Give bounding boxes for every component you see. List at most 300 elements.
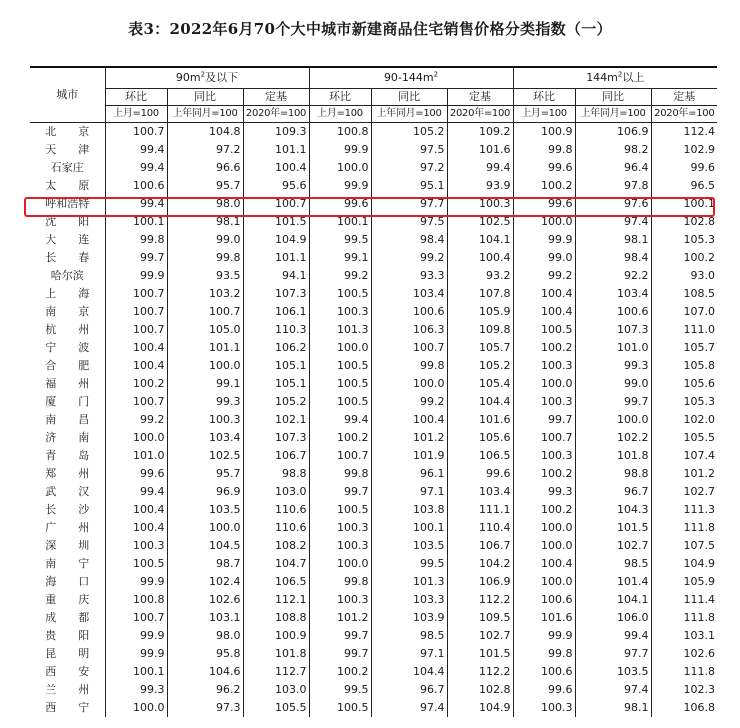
value-cell: 105.0 xyxy=(167,321,243,339)
value-cell: 96.6 xyxy=(167,159,243,177)
value-cell: 99.0 xyxy=(513,249,575,267)
value-cell: 105.9 xyxy=(651,573,717,591)
value-cell: 97.4 xyxy=(575,681,651,699)
metric-header: 同比 xyxy=(575,89,651,106)
value-cell: 100.3 xyxy=(105,537,167,555)
value-cell: 99.2 xyxy=(309,267,371,285)
value-cell: 99.2 xyxy=(371,249,447,267)
value-cell: 103.5 xyxy=(371,537,447,555)
value-cell: 101.6 xyxy=(513,609,575,627)
value-cell: 111.8 xyxy=(651,519,717,537)
table-row xyxy=(30,339,717,357)
value-cell: 99.9 xyxy=(513,231,575,249)
city-cell: 合 肥 xyxy=(30,357,105,375)
value-cell: 100.3 xyxy=(167,411,243,429)
value-cell: 99.8 xyxy=(371,357,447,375)
city-cell: 南 昌 xyxy=(30,411,105,429)
base-header: 上年同月=100 xyxy=(167,106,243,123)
value-cell: 100.5 xyxy=(309,501,371,519)
value-cell: 99.9 xyxy=(105,573,167,591)
value-cell: 102.5 xyxy=(167,447,243,465)
value-cell: 102.6 xyxy=(651,645,717,663)
value-cell: 100.8 xyxy=(309,123,371,142)
city-cell: 长 春 xyxy=(30,249,105,267)
value-cell: 101.6 xyxy=(447,141,513,159)
value-cell: 100.7 xyxy=(309,447,371,465)
value-cell: 100.1 xyxy=(105,663,167,681)
metric-header: 环比 xyxy=(309,89,371,106)
value-cell: 93.3 xyxy=(371,267,447,285)
value-cell: 101.3 xyxy=(371,573,447,591)
base-header: 2020年=100 xyxy=(243,106,309,123)
value-cell: 97.4 xyxy=(575,213,651,231)
value-cell: 107.0 xyxy=(651,303,717,321)
value-cell: 100.9 xyxy=(513,123,575,142)
value-cell: 100.0 xyxy=(167,357,243,375)
value-cell: 106.2 xyxy=(243,339,309,357)
value-cell: 99.6 xyxy=(105,465,167,483)
value-cell: 99.9 xyxy=(105,267,167,285)
value-cell: 108.5 xyxy=(651,285,717,303)
value-cell: 99.4 xyxy=(105,483,167,501)
value-cell: 101.8 xyxy=(243,645,309,663)
value-cell: 93.0 xyxy=(651,267,717,285)
value-cell: 112.1 xyxy=(243,591,309,609)
value-cell: 104.1 xyxy=(447,231,513,249)
value-cell: 110.6 xyxy=(243,501,309,519)
value-cell: 100.7 xyxy=(371,339,447,357)
price-index-table xyxy=(30,66,717,717)
value-cell: 103.0 xyxy=(243,681,309,699)
value-cell: 100.3 xyxy=(513,357,575,375)
value-cell: 99.7 xyxy=(309,645,371,663)
value-cell: 97.8 xyxy=(575,177,651,195)
value-cell: 99.4 xyxy=(575,627,651,645)
table-row xyxy=(30,519,717,537)
city-cell: 太 原 xyxy=(30,177,105,195)
city-cell: 兰 州 xyxy=(30,681,105,699)
city-cell: 厦 门 xyxy=(30,393,105,411)
value-cell: 99.2 xyxy=(513,267,575,285)
value-cell: 100.2 xyxy=(513,465,575,483)
value-cell: 99.5 xyxy=(371,555,447,573)
table-row xyxy=(30,501,717,519)
value-cell: 96.9 xyxy=(167,483,243,501)
table-row xyxy=(30,267,717,285)
value-cell: 107.5 xyxy=(651,537,717,555)
value-cell: 111.1 xyxy=(447,501,513,519)
base-header: 上月=100 xyxy=(309,106,371,123)
value-cell: 106.3 xyxy=(371,321,447,339)
table-title: 表3：2022年6月70个大中城市新建商品住宅销售价格分类指数（一） xyxy=(128,20,612,38)
value-cell: 102.9 xyxy=(651,141,717,159)
table-row xyxy=(30,249,717,267)
city-cell: 福 州 xyxy=(30,375,105,393)
value-cell: 99.2 xyxy=(371,393,447,411)
value-cell: 100.0 xyxy=(513,213,575,231)
value-cell: 107.3 xyxy=(243,429,309,447)
value-cell: 111.4 xyxy=(651,591,717,609)
value-cell: 102.5 xyxy=(447,213,513,231)
value-cell: 106.7 xyxy=(243,447,309,465)
value-cell: 104.6 xyxy=(167,663,243,681)
value-cell: 102.3 xyxy=(651,681,717,699)
table-row xyxy=(30,393,717,411)
table-header xyxy=(30,67,717,123)
value-cell: 100.7 xyxy=(105,393,167,411)
value-cell: 109.8 xyxy=(447,321,513,339)
value-cell: 94.1 xyxy=(243,267,309,285)
value-cell: 104.9 xyxy=(651,555,717,573)
table-row xyxy=(30,357,717,375)
value-cell: 100.4 xyxy=(513,555,575,573)
value-cell: 100.4 xyxy=(105,519,167,537)
value-cell: 104.9 xyxy=(243,231,309,249)
value-cell: 103.5 xyxy=(167,501,243,519)
city-cell: 西 宁 xyxy=(30,699,105,717)
base-header: 上年同月=100 xyxy=(575,106,651,123)
value-cell: 97.5 xyxy=(371,141,447,159)
value-cell: 99.3 xyxy=(513,483,575,501)
value-cell: 99.4 xyxy=(105,141,167,159)
value-cell: 101.0 xyxy=(105,447,167,465)
city-cell: 贵 阳 xyxy=(30,627,105,645)
value-cell: 100.5 xyxy=(309,375,371,393)
value-cell: 96.1 xyxy=(371,465,447,483)
value-cell: 101.5 xyxy=(575,519,651,537)
city-cell: 沈 阳 xyxy=(30,213,105,231)
value-cell: 101.0 xyxy=(575,339,651,357)
value-cell: 97.7 xyxy=(575,645,651,663)
value-cell: 109.5 xyxy=(447,609,513,627)
value-cell: 100.3 xyxy=(309,303,371,321)
value-cell: 106.9 xyxy=(575,123,651,142)
value-cell: 100.5 xyxy=(105,555,167,573)
value-cell: 99.6 xyxy=(651,159,717,177)
value-cell: 93.9 xyxy=(447,177,513,195)
metric-header-row xyxy=(30,89,717,106)
value-cell: 100.4 xyxy=(513,303,575,321)
value-cell: 100.6 xyxy=(105,177,167,195)
value-cell: 100.2 xyxy=(513,339,575,357)
value-cell: 100.2 xyxy=(651,249,717,267)
value-cell: 99.6 xyxy=(513,159,575,177)
table-row xyxy=(30,141,717,159)
value-cell: 97.5 xyxy=(371,213,447,231)
base-header: 上月=100 xyxy=(105,106,167,123)
value-cell: 105.2 xyxy=(243,393,309,411)
value-cell: 107.3 xyxy=(243,285,309,303)
value-cell: 106.7 xyxy=(447,537,513,555)
value-cell: 98.5 xyxy=(371,627,447,645)
value-cell: 105.2 xyxy=(371,123,447,142)
value-cell: 96.7 xyxy=(371,681,447,699)
table-row xyxy=(30,231,717,249)
value-cell: 99.3 xyxy=(105,681,167,699)
value-cell: 104.5 xyxy=(167,537,243,555)
table-row xyxy=(30,321,717,339)
value-cell: 105.4 xyxy=(447,375,513,393)
value-cell: 108.8 xyxy=(243,609,309,627)
value-cell: 99.7 xyxy=(309,483,371,501)
value-cell: 103.4 xyxy=(575,285,651,303)
base-header-row xyxy=(30,106,717,123)
value-cell: 102.1 xyxy=(243,411,309,429)
table-row xyxy=(30,465,717,483)
value-cell: 100.0 xyxy=(105,699,167,717)
value-cell: 100.3 xyxy=(513,699,575,717)
table-row xyxy=(30,177,717,195)
metric-header: 同比 xyxy=(371,89,447,106)
metric-header: 定基 xyxy=(243,89,309,106)
value-cell: 112.2 xyxy=(447,663,513,681)
value-cell: 102.7 xyxy=(575,537,651,555)
value-cell: 100.2 xyxy=(513,177,575,195)
table-row xyxy=(30,699,717,717)
value-cell: 100.0 xyxy=(309,555,371,573)
table-row xyxy=(30,285,717,303)
value-cell: 100.1 xyxy=(105,213,167,231)
value-cell: 100.4 xyxy=(105,339,167,357)
table-row xyxy=(30,591,717,609)
value-cell: 112.4 xyxy=(651,123,717,142)
value-cell: 101.1 xyxy=(243,141,309,159)
table-row xyxy=(30,375,717,393)
base-header: 上月=100 xyxy=(513,106,575,123)
city-cell: 石家庄 xyxy=(30,159,105,177)
value-cell: 100.3 xyxy=(309,591,371,609)
value-cell: 97.2 xyxy=(371,159,447,177)
value-cell: 106.9 xyxy=(447,573,513,591)
value-cell: 101.5 xyxy=(447,645,513,663)
value-cell: 102.8 xyxy=(651,213,717,231)
city-cell: 广 州 xyxy=(30,519,105,537)
table-row xyxy=(30,627,717,645)
value-cell: 105.6 xyxy=(447,429,513,447)
value-cell: 97.3 xyxy=(167,699,243,717)
value-cell: 99.7 xyxy=(575,393,651,411)
table-row xyxy=(30,411,717,429)
city-cell: 哈尔滨 xyxy=(30,267,105,285)
value-cell: 102.2 xyxy=(575,429,651,447)
value-cell: 100.0 xyxy=(513,375,575,393)
value-cell: 104.8 xyxy=(167,123,243,142)
value-cell: 100.4 xyxy=(513,285,575,303)
value-cell: 101.2 xyxy=(371,429,447,447)
value-cell: 100.5 xyxy=(309,285,371,303)
value-cell: 98.0 xyxy=(167,195,243,213)
value-cell: 100.0 xyxy=(513,537,575,555)
table-row xyxy=(30,663,717,681)
table-row xyxy=(30,429,717,447)
value-cell: 110.3 xyxy=(243,321,309,339)
metric-header: 环比 xyxy=(513,89,575,106)
metric-header: 环比 xyxy=(105,89,167,106)
value-cell: 100.5 xyxy=(309,357,371,375)
value-cell: 105.5 xyxy=(243,699,309,717)
value-cell: 99.9 xyxy=(105,627,167,645)
table-row xyxy=(30,447,717,465)
group-header-small: $90m^2$及以下 xyxy=(105,67,309,89)
value-cell: 100.7 xyxy=(167,303,243,321)
city-cell: 深 圳 xyxy=(30,537,105,555)
value-cell: 99.4 xyxy=(105,159,167,177)
value-cell: 99.0 xyxy=(167,231,243,249)
value-cell: 100.3 xyxy=(447,195,513,213)
value-cell: 100.3 xyxy=(513,393,575,411)
value-cell: 100.4 xyxy=(243,159,309,177)
value-cell: 103.4 xyxy=(167,429,243,447)
value-cell: 100.6 xyxy=(513,663,575,681)
value-cell: 112.2 xyxy=(447,591,513,609)
value-cell: 100.0 xyxy=(309,339,371,357)
value-cell: 103.4 xyxy=(447,483,513,501)
value-cell: 99.0 xyxy=(575,375,651,393)
value-cell: 99.6 xyxy=(447,465,513,483)
metric-header: 同比 xyxy=(167,89,243,106)
value-cell: 100.0 xyxy=(575,411,651,429)
value-cell: 100.2 xyxy=(309,663,371,681)
value-cell: 95.6 xyxy=(243,177,309,195)
value-cell: 111.8 xyxy=(651,609,717,627)
value-cell: 107.8 xyxy=(447,285,513,303)
value-cell: 105.9 xyxy=(447,303,513,321)
value-cell: 105.3 xyxy=(651,393,717,411)
value-cell: 100.5 xyxy=(309,699,371,717)
city-cell: 上 海 xyxy=(30,285,105,303)
value-cell: 99.9 xyxy=(513,627,575,645)
value-cell: 99.2 xyxy=(105,411,167,429)
table-row xyxy=(30,645,717,663)
value-cell: 106.1 xyxy=(243,303,309,321)
value-cell: 96.4 xyxy=(575,159,651,177)
city-cell: 重 庆 xyxy=(30,591,105,609)
table-body xyxy=(30,123,717,718)
value-cell: 98.8 xyxy=(243,465,309,483)
value-cell: 99.1 xyxy=(309,249,371,267)
value-cell: 103.2 xyxy=(167,285,243,303)
value-cell: 100.1 xyxy=(371,519,447,537)
value-cell: 103.9 xyxy=(371,609,447,627)
value-cell: 99.8 xyxy=(513,141,575,159)
value-cell: 101.2 xyxy=(309,609,371,627)
value-cell: 99.6 xyxy=(309,195,371,213)
table-row xyxy=(30,537,717,555)
value-cell: 100.7 xyxy=(105,123,167,142)
city-cell: 郑 州 xyxy=(30,465,105,483)
value-cell: 100.0 xyxy=(513,519,575,537)
value-cell: 101.6 xyxy=(447,411,513,429)
city-cell: 西 安 xyxy=(30,663,105,681)
city-cell: 宁 波 xyxy=(30,339,105,357)
value-cell: 109.2 xyxy=(447,123,513,142)
value-cell: 105.2 xyxy=(447,357,513,375)
city-cell: 呼和浩特 xyxy=(30,195,105,213)
city-cell: 昆 明 xyxy=(30,645,105,663)
value-cell: 105.5 xyxy=(651,429,717,447)
value-cell: 104.1 xyxy=(575,591,651,609)
value-cell: 96.7 xyxy=(575,483,651,501)
value-cell: 98.5 xyxy=(575,555,651,573)
value-cell: 98.1 xyxy=(575,231,651,249)
value-cell: 104.7 xyxy=(243,555,309,573)
metric-header: 定基 xyxy=(651,89,717,106)
value-cell: 102.8 xyxy=(447,681,513,699)
value-cell: 105.3 xyxy=(651,231,717,249)
value-cell: 99.1 xyxy=(167,375,243,393)
value-cell: 111.3 xyxy=(651,501,717,519)
value-cell: 110.6 xyxy=(243,519,309,537)
value-cell: 92.2 xyxy=(575,267,651,285)
value-cell: 98.8 xyxy=(575,465,651,483)
city-cell: 大 连 xyxy=(30,231,105,249)
group-header-large: $144m^2$以上 xyxy=(513,67,717,89)
value-cell: 100.3 xyxy=(513,447,575,465)
value-cell: 99.5 xyxy=(309,231,371,249)
value-cell: 100.2 xyxy=(513,501,575,519)
value-cell: 100.3 xyxy=(309,519,371,537)
value-cell: 99.8 xyxy=(309,465,371,483)
value-cell: 103.5 xyxy=(575,663,651,681)
city-cell: 天 津 xyxy=(30,141,105,159)
value-cell: 99.7 xyxy=(513,411,575,429)
value-cell: 98.2 xyxy=(575,141,651,159)
city-cell: 南 宁 xyxy=(30,555,105,573)
value-cell: 103.8 xyxy=(371,501,447,519)
value-cell: 100.0 xyxy=(167,519,243,537)
city-cell: 南 京 xyxy=(30,303,105,321)
table-row xyxy=(30,195,717,213)
value-cell: 97.7 xyxy=(371,195,447,213)
value-cell: 100.4 xyxy=(371,411,447,429)
value-cell: 105.7 xyxy=(651,339,717,357)
value-cell: 102.4 xyxy=(167,573,243,591)
value-cell: 97.4 xyxy=(371,699,447,717)
value-cell: 100.9 xyxy=(243,627,309,645)
city-cell: 济 南 xyxy=(30,429,105,447)
value-cell: 96.2 xyxy=(167,681,243,699)
value-cell: 102.6 xyxy=(167,591,243,609)
value-cell: 100.1 xyxy=(651,195,717,213)
value-cell: 100.6 xyxy=(575,303,651,321)
value-cell: 95.8 xyxy=(167,645,243,663)
value-cell: 95.7 xyxy=(167,177,243,195)
value-cell: 100.5 xyxy=(513,321,575,339)
value-cell: 97.1 xyxy=(371,483,447,501)
value-cell: 105.1 xyxy=(243,357,309,375)
value-cell: 99.8 xyxy=(167,249,243,267)
table-row xyxy=(30,159,717,177)
value-cell: 101.8 xyxy=(575,447,651,465)
value-cell: 99.9 xyxy=(309,177,371,195)
value-cell: 111.8 xyxy=(651,663,717,681)
value-cell: 106.8 xyxy=(651,699,717,717)
value-cell: 103.1 xyxy=(167,609,243,627)
city-cell: 长 沙 xyxy=(30,501,105,519)
value-cell: 103.0 xyxy=(243,483,309,501)
value-cell: 104.9 xyxy=(447,699,513,717)
value-cell: 104.4 xyxy=(371,663,447,681)
value-cell: 99.4 xyxy=(447,159,513,177)
value-cell: 99.6 xyxy=(513,681,575,699)
value-cell: 106.5 xyxy=(243,573,309,591)
value-cell: 98.4 xyxy=(371,231,447,249)
value-cell: 103.4 xyxy=(371,285,447,303)
group-header-medium: $90-144m^2$ xyxy=(309,67,513,89)
value-cell: 93.5 xyxy=(167,267,243,285)
value-cell: 97.2 xyxy=(167,141,243,159)
table-row xyxy=(30,213,717,231)
